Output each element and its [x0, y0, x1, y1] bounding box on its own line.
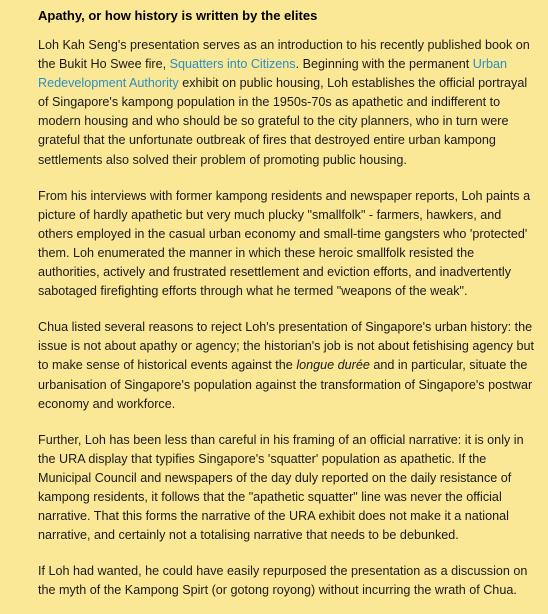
paragraph-5: If Loh had wanted, he could have easily repurposed the presentation as a discussion on the myth of the Kampong Spirt (or gotong royong) without incurring the wrath of Chua.: [38, 564, 528, 598]
urban-redevelopment-authority-link[interactable]: Urban Redevelopment Authority: [38, 57, 508, 91]
paragraph-2: From his interviews with former kampong residents and newspaper reports, Loh paints a picture of hardly apathetic but very much plucky "smallfolk" - farmers, hawkers, and others employed in the casual urban economy and small-time gangsters who 'protected' them. Loh enumerated the manner in which these heroic smallfolk resisted the authorities, actively and frustrated resettlement and eviction efforts, and inadvertently sabotaged firefighting efforts through what he termed "weapons of the weak".: [38, 188, 531, 299]
paragraph-1: [38, 36, 538, 170]
post-title: Apathy, or how history is written by the elites: [38, 8, 318, 23]
paragraph-3-text-b: and in particular, situate the urbanisation of Singapore's population against the transformation of Singapore's postwar economy and workforce.: [38, 358, 533, 411]
paragraph-1-text-c: exhibit on public housing, Loh establishes the official portrayal of Singapore's kampong population in the 1950s-70s as apathetic and indifferent to modern housing and who should be so grateful to the city planners, who in turn were grateful that the unfortunate outbreak of fires that destroyed entire urban kampong settlements also solved their problem of promoting public housing.: [38, 76, 528, 167]
paragraph-4: Further, Loh has been less than careful in his framing of an official narrative: it is only in the URA display that typifies Singapore's 'squatter' population as apathetic. If the Municipal Council and newspapers of the day duly reported on the daily resistance of kampong residents, it follows that the "apathetic squatter" line was never the official narrative. That this forms the narrative of the URA exhibit does not make it a national narrative, and certainly not a totalising narrative that needs to be debunked.: [38, 432, 524, 543]
paragraph-1-text-a: Loh Kah Seng's presentation serves as an introduction to his recently published book on the Bukit Ho Swee fire,: [38, 38, 530, 72]
longue-duree-emphasis: longue durée: [296, 358, 370, 373]
paragraph-1-text-b: . Beginning with the permanent: [295, 57, 473, 72]
squatters-into-citizens-link[interactable]: Squatters into Citizens: [169, 57, 296, 72]
paragraph-3: [38, 318, 538, 413]
paragraph-3-text-a: Chua listed several reasons to reject Loh's presentation of Singapore's urban history: the issue is not about apathy or agency; the historian's job is not about fetishising agency but to make sense of historical events against the: [38, 320, 534, 373]
